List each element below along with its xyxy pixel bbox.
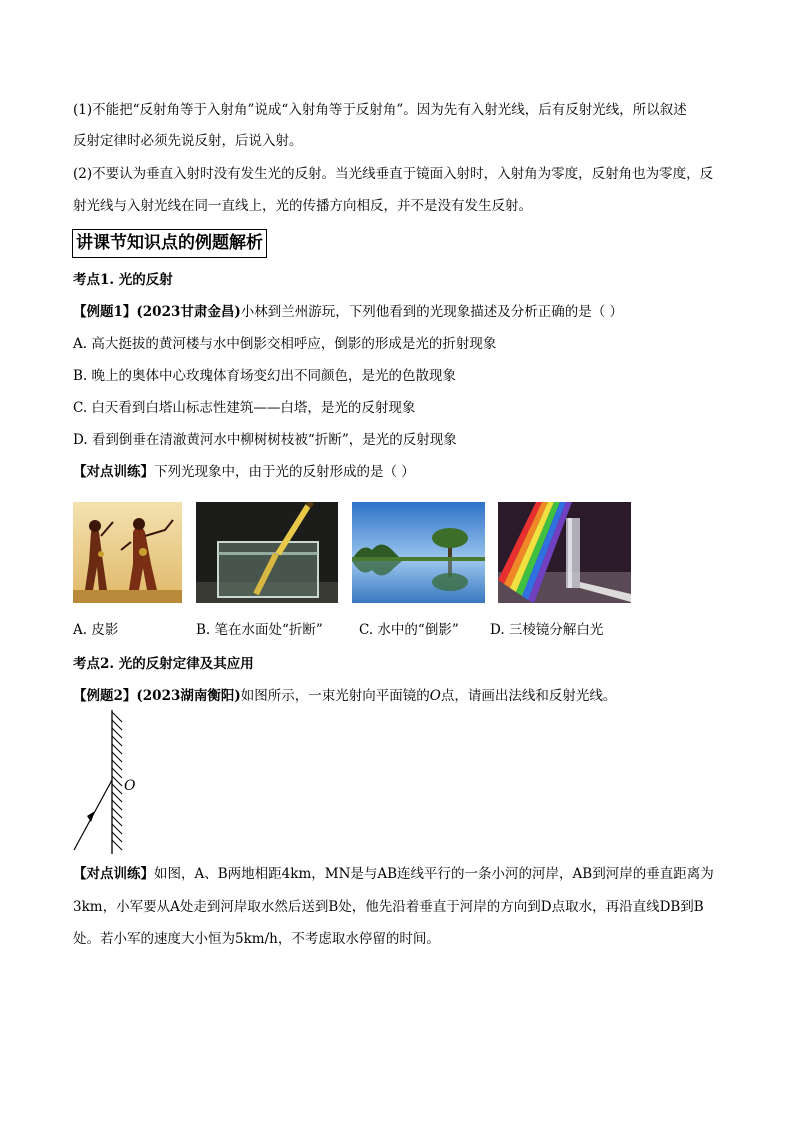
kaodian-2-heading: 考点2. 光的反射定律及其应用	[73, 656, 254, 672]
note-2-line-2: 射光线与入射光线在同一直线上，光的传播方向相反，并不是没有发生反射。	[73, 198, 532, 214]
example-2-question-end: 点，请画出法线和反射光线。	[440, 688, 617, 704]
shadow-puppet-image	[73, 502, 182, 603]
training-1-stem	[73, 462, 415, 482]
training-2-tag: 【对点训练】	[73, 866, 154, 882]
example-1-stem	[73, 302, 623, 322]
caption-b: B. 笔在水面处“折断”	[196, 622, 323, 638]
section-title: 讲课节知识点的例题解析	[72, 229, 267, 258]
training-1-question: 下列光现象中，由于光的反射形成的是（ ）	[154, 464, 415, 480]
note-2-line-1: (2)不要认为垂直入射时没有发生光的反射。当光线垂直于镜面入射时，入射角为零度，反射角也为零度，反	[73, 166, 714, 182]
example-2-tag: 【例题2】	[73, 688, 137, 704]
training-2-line-3: 处。若小军的速度大小恒为5km/h，不考虑取水停留的时间。	[73, 931, 440, 947]
example-1-option-d: D. 看到倒垂在清澈黄河水中柳树树枝被“折断”，是光的反射现象	[73, 432, 457, 448]
caption-c: C. 水中的“倒影”	[359, 622, 459, 638]
point-o-label: O	[124, 778, 136, 794]
example-1-option-a: A. 高大挺拔的黄河楼与水中倒影交相呼应，倒影的形成是光的折射现象	[73, 336, 497, 352]
example-2-stem	[73, 686, 616, 706]
caption-d: D. 三棱镜分解白光	[490, 622, 604, 638]
training-2-line-1	[73, 864, 714, 884]
caption-a: A. 皮影	[73, 622, 119, 638]
example-1-option-c: C. 白天看到白塔山标志性建筑——白塔，是光的反射现象	[73, 400, 416, 416]
kaodian-1-heading: 考点1. 光的反射	[73, 272, 173, 288]
example-2-point: O	[429, 688, 441, 704]
example-2-source: (2023湖南衡阳)	[136, 688, 241, 704]
pencil-in-water-image	[196, 502, 338, 603]
tree-reflection-image	[352, 502, 485, 603]
note-1-line-2: 反射定律时必须先说反射，后说入射。	[73, 133, 303, 149]
example-1-source: (2023甘肃金昌)	[136, 304, 241, 320]
note-1-line-1: (1)不能把“反射角等于入射角”说成“入射角等于反射角”。因为先有入射光线，后有反射光线，所以叙述	[73, 102, 687, 118]
example-1-question: 小林到兰州游玩，下列他看到的光现象描述及分析正确的是（ ）	[240, 304, 624, 320]
training-1-tag: 【对点训练】	[73, 464, 154, 480]
training-2-text-1: 如图，A、B两地相距4km，MN是与AB连线平行的一条小河的河岸，AB到河岸的垂直距离为	[154, 866, 714, 882]
example-1-option-b: B. 晚上的奥体中心玫瑰体育场变幻出不同颜色，是光的色散现象	[73, 368, 457, 384]
training-2-line-2: 3km，小军要从A处走到河岸取水然后送到B处，他先沿着垂直于河岸的方向到D点取水，再沿直线DB到B	[73, 899, 704, 915]
mirror-diagram	[70, 708, 180, 858]
example-2-question: 如图所示，一束光射向平面镜的	[240, 688, 430, 704]
prism-dispersion-image	[498, 502, 631, 603]
example-1-tag: 【例题1】	[73, 304, 137, 320]
